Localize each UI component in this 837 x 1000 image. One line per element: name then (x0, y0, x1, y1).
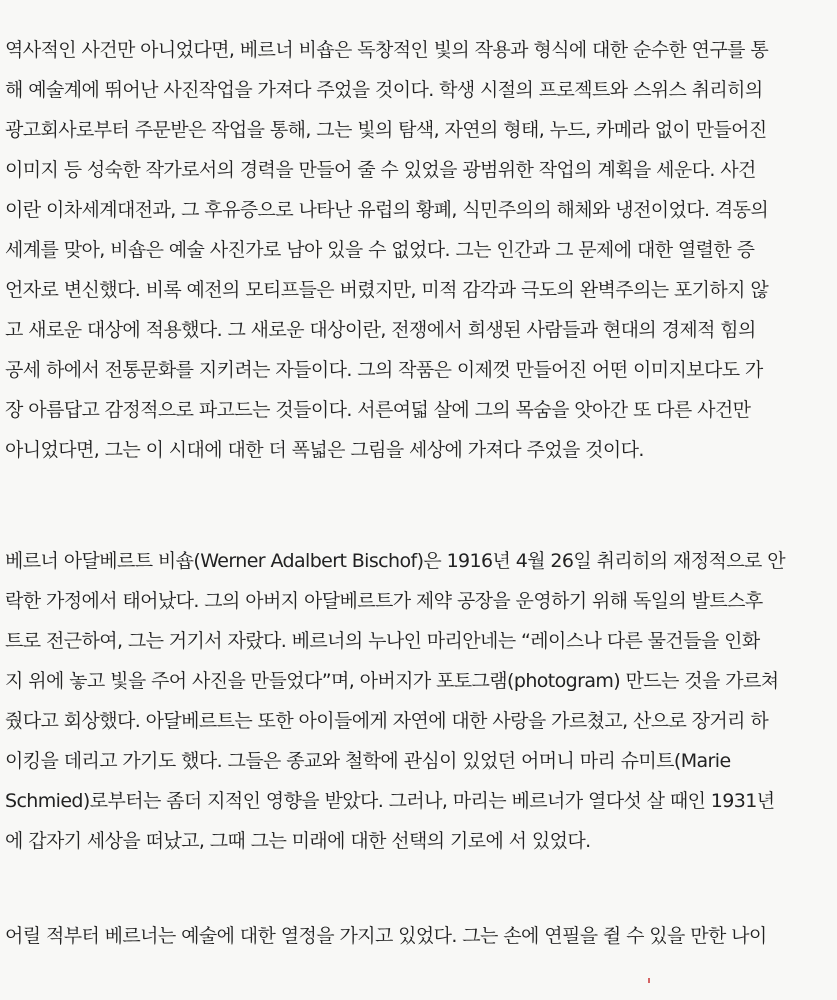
text-line: 역사적인 사건만 아니었다면, 베르너 비숍은 독창적인 빛의 작용과 형식에 대한 순수한 연구를 통 (5, 39, 769, 61)
text-line: 락한 가정에서 태어났다. 그의 아버지 아달베르트가 제약 공장을 운영하기 위해 독일의 발트스후 (5, 590, 763, 612)
text-line: 광고회사로부터 주문받은 작업을 통해, 그는 빛의 탐색, 자연의 형태, 누드, 카메라 없이 만들어진 (5, 119, 767, 141)
text-line: 트로 전근하여, 그는 거기서 자랐다. 베르너의 누나인 마리안네는 “레이스나 다른 물건들을 인화 (5, 630, 760, 652)
text-line: 공세 하에서 전통문화를 지키려는 자들이다. 그의 작품은 이제껏 만들어진 어떤 이미지보다도 가 (5, 359, 763, 381)
text-line: 언자로 변신했다. 비록 예전의 모티프들은 버렸지만, 미적 감각과 극도의 완벽주의는 포기하지 않 (5, 279, 769, 301)
text-line: 세계를 맞아, 비숍은 예술 사진가로 남아 있을 수 없었다. 그는 인간과 그 문제에 대한 열렬한 증 (5, 239, 755, 261)
print-speck (648, 978, 650, 983)
text-line: 에 갑자기 세상을 떠났고, 그때 그는 미래에 대한 선택의 기로에 서 있었다. (5, 830, 591, 852)
text-line: 이킹을 데리고 가기도 했다. 그들은 종교와 철학에 관심이 있었던 어머니 마리 슈미트(Marie (5, 750, 731, 772)
text-line: 아니었다면, 그는 이 시대에 대한 더 폭넓은 그림을 세상에 가져다 주었을 것이다. (5, 439, 644, 461)
text-line: 이란 이차세계대전과, 그 후유증으로 나타난 유럽의 황폐, 식민주의의 해체와 냉전이었다. 격동의 (5, 199, 769, 221)
text-line: Schmied)로부터는 좀더 지적인 영향을 받았다. 그러나, 마리는 베르너가 열다섯 살 때인 1931년 (5, 790, 775, 812)
text-line: 베르너 아달베르트 비숍(Werner Adalbert Bischof)은 1916년 4월 26일 취리히의 재정적으로 안 (5, 550, 785, 572)
text-line: 고 새로운 대상에 적용했다. 그 새로운 대상이란, 전쟁에서 희생된 사람들과 현대의 경제적 힘의 (5, 319, 756, 341)
text-line: 해 예술계에 뛰어난 사진작업을 가져다 주었을 것이다. 학생 시절의 프로젝트와 스위스 취리히의 (5, 79, 763, 101)
text-line: 지 위에 놓고 빛을 주어 사진을 만들었다”며, 아버지가 포토그램(photogram) 만드는 것을 가르쳐 (5, 670, 779, 692)
text-line: 이미지 등 성숙한 작가로서의 경력을 만들어 줄 수 있었을 광범위한 작업의 계획을 세운다. 사건 (5, 159, 756, 181)
text-line: 어릴 적부터 베르너는 예술에 대한 열정을 가지고 있었다. 그는 손에 연필을 쥘 수 있을 만한 나이 (5, 925, 767, 947)
text-line: 줬다고 회상했다. 아달베르트는 또한 아이들에게 자연에 대한 사랑을 가르쳤고, 산으로 장거리 하 (5, 710, 769, 732)
text-line: 장 아름답고 감정적으로 파고드는 것들이다. 서른여덟 살에 그의 목숨을 앗아간 또 다른 사건만 (5, 399, 751, 421)
